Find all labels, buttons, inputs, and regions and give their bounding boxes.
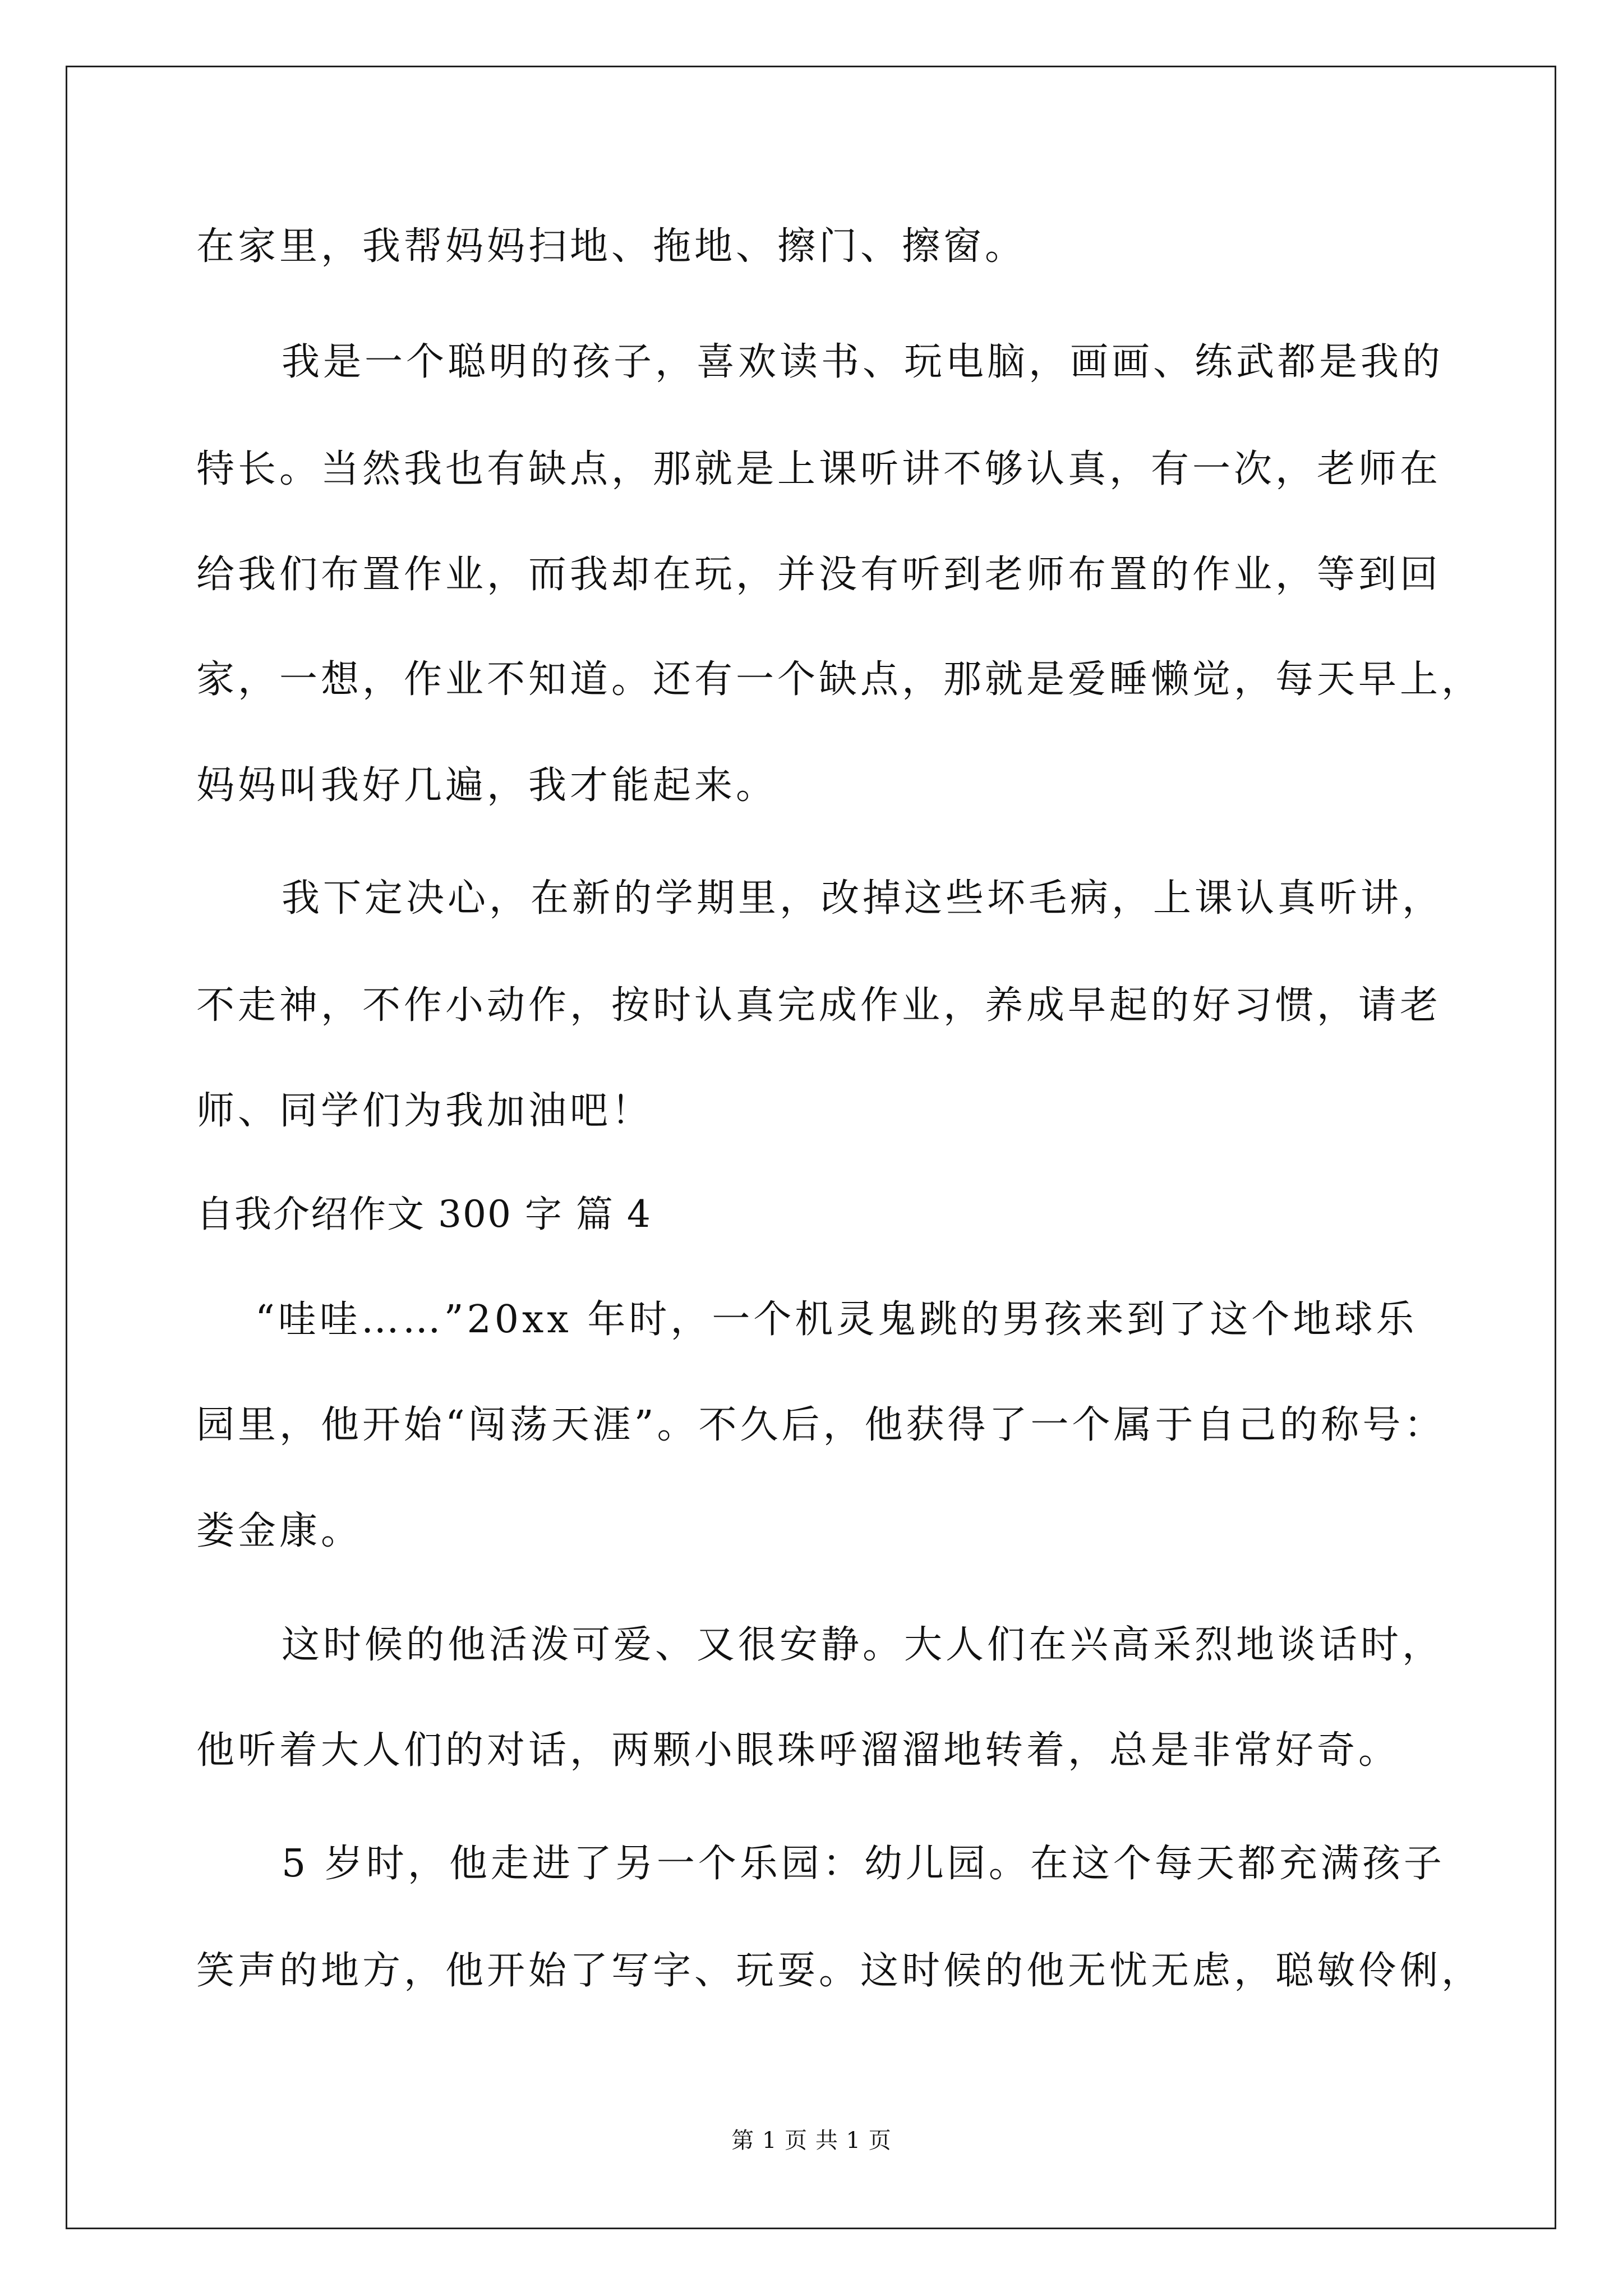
page-border (66, 66, 1556, 2229)
page-footer: 第 1 页 共 1 页 (731, 2128, 892, 2154)
paragraph-line: 在家里，我帮妈妈扫地、拖地、擦门、擦窗。 (196, 224, 1027, 269)
paragraph-line: 我下定决心，在新的学期里，改掉这些坏毛病，上课认真听讲， (282, 876, 1444, 921)
paragraph-line: 特长。当然我也有缺点，那就是上课听讲不够认真，有一次，老师在 (196, 447, 1442, 491)
paragraph-line: 他听着大人们的对话，两颗小眼珠呼溜溜地转着，总是非常好奇。 (196, 1728, 1400, 1773)
paragraph-line: 园里，他开始“闯荡天涯”。不久后，他获得了一个属于自己的称号： (196, 1403, 1446, 1447)
paragraph-line: 娄金康。 (196, 1509, 363, 1553)
paragraph-line: 这时候的他活泼可爱、又很安静。大人们在兴高采烈地谈话时， (282, 1623, 1444, 1667)
paragraph-line: 笑声的地方，他开始了写字、玩耍。这时候的他无忧无虑，聪敏伶俐， (196, 1949, 1483, 1993)
paragraph-line: 妈妈叫我好几遍，我才能起来。 (196, 763, 778, 808)
paragraph-line: 师、同学们为我加油吧！ (196, 1089, 653, 1133)
paragraph-line: 5 岁时，他走进了另一个乐园：幼儿园。在这个每天都充满孩子 (282, 1842, 1445, 1886)
paragraph-line: 给我们布置作业，而我却在玩，并没有听到老师布置的作业，等到回 (196, 553, 1442, 597)
section-heading: 自我介绍作文 300 字 篇 4 (196, 1193, 652, 1236)
paragraph-line: “哇哇……”20xx 年时，一个机灵鬼跳的男孩来到了这个地球乐 (255, 1297, 1418, 1342)
paragraph-line: 家，一想，作业不知道。还有一个缺点，那就是爱睡懒觉，每天早上， (196, 657, 1483, 702)
paragraph-line: 我是一个聪明的孩子，喜欢读书、玩电脑，画画、练武都是我的 (282, 340, 1444, 384)
paragraph-line: 不走神，不作小动作，按时认真完成作业，养成早起的好习惯，请老 (196, 983, 1442, 1028)
